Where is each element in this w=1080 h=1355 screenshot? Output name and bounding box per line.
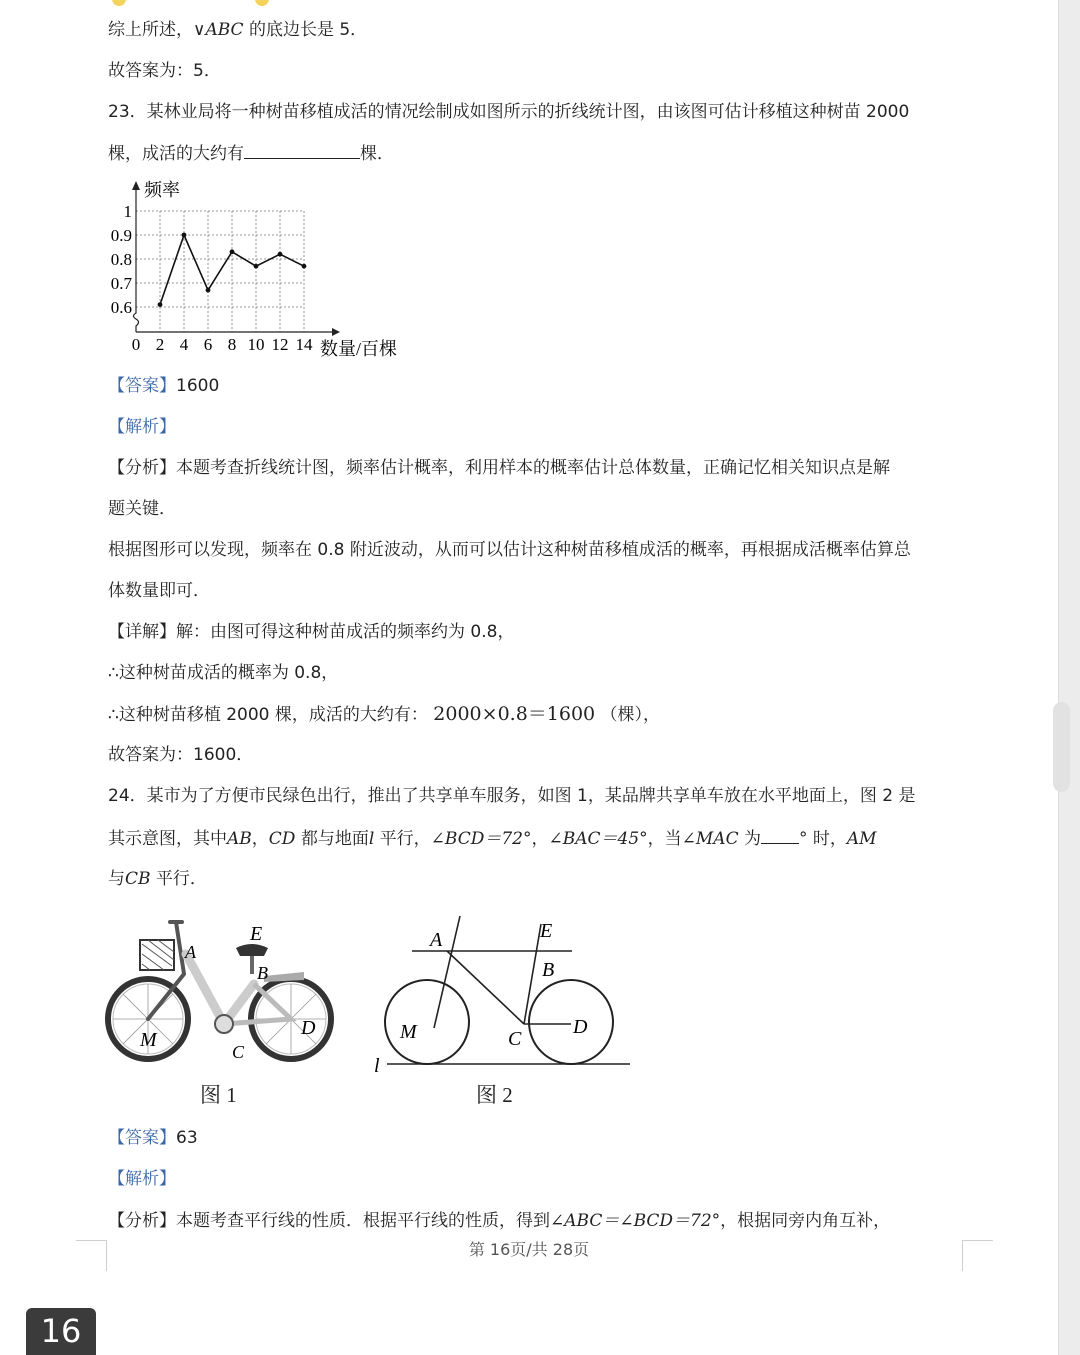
text: ， bbox=[251, 829, 269, 849]
fig1-letter-m: M bbox=[140, 1029, 157, 1051]
page-number-badge: 16 bbox=[26, 1308, 96, 1355]
answer-tag: 【答案】 bbox=[108, 376, 176, 396]
answer-blank bbox=[761, 827, 799, 844]
text: ° bbox=[799, 829, 808, 849]
fig1-letter-b: B bbox=[257, 963, 268, 983]
text-line: 根据图形可以发现，频率在 0.8 附近波动，从而可以估计这种树苗移植成活的概率，再根据成活概率估算总 bbox=[108, 540, 911, 560]
fig2-letter-m: M bbox=[400, 1021, 417, 1043]
question-23-text: 23．某林业局将一种树苗移植成活的情况绘制成如图所示的折线统计图，由该图可估计移植这种树苗 2000 bbox=[108, 102, 910, 122]
wheel-m bbox=[385, 980, 469, 1064]
text: 与 bbox=[108, 869, 125, 889]
question-23-text-2 bbox=[108, 142, 394, 165]
data-point bbox=[278, 252, 283, 257]
fig2-letter-c: C bbox=[508, 1028, 522, 1050]
data-point bbox=[158, 302, 163, 307]
answer-value: 1600 bbox=[176, 376, 220, 396]
bicycle-figure bbox=[104, 914, 344, 1074]
line-chart bbox=[100, 176, 420, 366]
y-tick-label: 0.9 bbox=[110, 226, 132, 245]
fig1-letter-e: E bbox=[250, 923, 263, 945]
chart-layer bbox=[111, 181, 340, 354]
frame bbox=[186, 954, 254, 1024]
series-line bbox=[160, 235, 304, 305]
x-tick-label: 10 bbox=[247, 335, 265, 354]
answer-blank bbox=[244, 142, 360, 159]
text-line: 故答案为：1600． bbox=[108, 745, 254, 765]
text: 棵． bbox=[360, 144, 394, 164]
analysis-24-header bbox=[108, 1168, 176, 1190]
fenxi-tag: 【分析】 bbox=[108, 1211, 176, 1231]
fig1-letter-a: A bbox=[185, 942, 196, 962]
fig2-letter-e: E bbox=[540, 920, 553, 942]
text-line: ∴这种树苗成活的概率为 0.8， bbox=[108, 663, 339, 683]
text: 本题考查折线统计图，频率估计概率，利用样本的概率估计总体数量，正确记忆相关知识点是解 bbox=[176, 458, 890, 478]
text: 都与地面 bbox=[295, 829, 369, 849]
x-tick-label: 2 bbox=[155, 335, 165, 354]
figure-1-caption: 图 1 bbox=[200, 1083, 237, 1107]
text: 平行． bbox=[150, 869, 207, 889]
data-point bbox=[182, 233, 187, 238]
fig2-letter-d: D bbox=[573, 1016, 588, 1038]
text-line bbox=[108, 19, 367, 41]
y-tick-label: 1 bbox=[123, 202, 132, 221]
fenxi-24 bbox=[108, 1210, 890, 1232]
text: ， bbox=[531, 829, 549, 849]
top-decoration-icon bbox=[255, 0, 269, 6]
text: 时， bbox=[807, 829, 847, 849]
line-ac bbox=[447, 951, 524, 1024]
fenxi-tag: 【分析】 bbox=[108, 458, 176, 478]
question-24-text: 24．某市为了方便市民绿色出行，推出了共享单车服务，如图 1，某品牌共享单车放在水平地面上，图 2 是 bbox=[108, 786, 916, 806]
answer-23 bbox=[108, 375, 219, 397]
xiangjie-tag: 【详解】 bbox=[108, 622, 176, 642]
data-point bbox=[230, 249, 235, 254]
data-point bbox=[302, 264, 307, 269]
math: AB bbox=[227, 829, 252, 849]
page-footer: 第 16页/共 28页 bbox=[468, 1240, 590, 1259]
y-tick-label: 0.7 bbox=[110, 274, 132, 293]
x-tick-label: 4 bbox=[179, 335, 189, 354]
text-line bbox=[108, 703, 660, 726]
math: ∠BCD＝72° bbox=[430, 829, 532, 849]
analysis-23-header bbox=[108, 416, 176, 438]
math: l bbox=[368, 829, 375, 849]
text: 为 bbox=[738, 829, 761, 849]
text: ，当 bbox=[647, 829, 682, 849]
math: CB bbox=[125, 869, 151, 889]
x-tick-label: 0 bbox=[131, 335, 141, 354]
fig2-letter-l: l bbox=[374, 1055, 380, 1077]
text: ，根据同旁内角互补， bbox=[720, 1211, 891, 1231]
data-point bbox=[206, 288, 211, 293]
xiangjie-23 bbox=[108, 621, 514, 643]
math: ∠ABC＝∠BCD＝72° bbox=[550, 1211, 721, 1231]
text: ∴这种树苗移植 2000 棵，成活的大约有： bbox=[108, 705, 428, 725]
figure-2-caption: 图 2 bbox=[476, 1083, 513, 1107]
data-point bbox=[254, 264, 259, 269]
line-ec bbox=[524, 924, 541, 1024]
saddle bbox=[236, 944, 268, 956]
math: 2000×0.8＝1600 bbox=[433, 703, 596, 725]
x-tick-label: 8 bbox=[227, 335, 237, 354]
x-tick-label: 6 bbox=[203, 335, 213, 354]
text-line: 题关键． bbox=[108, 499, 176, 519]
fig1-letter-c: C bbox=[232, 1042, 245, 1062]
math: ∠BAC＝45° bbox=[548, 829, 648, 849]
text: 棵，成活的大约有 bbox=[108, 144, 244, 164]
y-axis bbox=[134, 184, 139, 332]
text: 综上所述， bbox=[108, 20, 193, 40]
fig2-letter-a: A bbox=[430, 929, 443, 951]
fenxi-23 bbox=[108, 457, 890, 479]
text: 其示意图，其中 bbox=[108, 829, 227, 849]
y-axis-title: 频率 bbox=[144, 180, 180, 200]
x-tick-label: 14 bbox=[295, 335, 313, 354]
text: 的底边长是 5． bbox=[243, 20, 368, 40]
bicycle-schematic bbox=[370, 910, 635, 1078]
analysis-tag: 【解析】 bbox=[108, 417, 176, 437]
question-24-text-2 bbox=[108, 827, 877, 850]
crank bbox=[215, 1015, 233, 1033]
text: （棵）， bbox=[600, 705, 661, 725]
text: 本题考查平行线的性质．根据平行线的性质，得到 bbox=[176, 1211, 550, 1231]
text-line: 故答案为：5． bbox=[108, 61, 221, 81]
question-24-text-3 bbox=[108, 868, 207, 890]
answer-24 bbox=[108, 1127, 198, 1149]
x-tick-label: 12 bbox=[271, 335, 289, 354]
top-decoration-icon bbox=[112, 0, 126, 6]
x-axis-arrow-icon bbox=[332, 328, 340, 336]
y-axis-arrow-icon bbox=[132, 181, 140, 190]
answer-tag: 【答案】 bbox=[108, 1128, 176, 1148]
x-axis-title: 数量/百棵 bbox=[320, 339, 398, 359]
answer-value: 63 bbox=[176, 1128, 198, 1148]
math: CD bbox=[268, 829, 296, 849]
y-tick-label: 0.8 bbox=[110, 250, 132, 269]
text: 平行， bbox=[374, 829, 431, 849]
fig1-letter-d: D bbox=[301, 1017, 316, 1039]
fig2-letter-b: B bbox=[542, 959, 555, 981]
math: ABC bbox=[205, 20, 244, 40]
scrollbar-thumb[interactable] bbox=[1053, 702, 1070, 792]
analysis-tag: 【解析】 bbox=[108, 1169, 176, 1189]
scrollbar-track[interactable] bbox=[1058, 0, 1080, 1355]
wheel-d bbox=[529, 980, 613, 1064]
math: ∠MAC bbox=[681, 829, 739, 849]
text-line: 体数量即可． bbox=[108, 581, 210, 601]
y-tick-label: 0.6 bbox=[110, 298, 132, 317]
text: 解：由图可得这种树苗成活的频率约为 0.8， bbox=[176, 622, 515, 642]
math: AM bbox=[846, 829, 877, 849]
triangle-symbol: ∨ bbox=[193, 20, 206, 40]
